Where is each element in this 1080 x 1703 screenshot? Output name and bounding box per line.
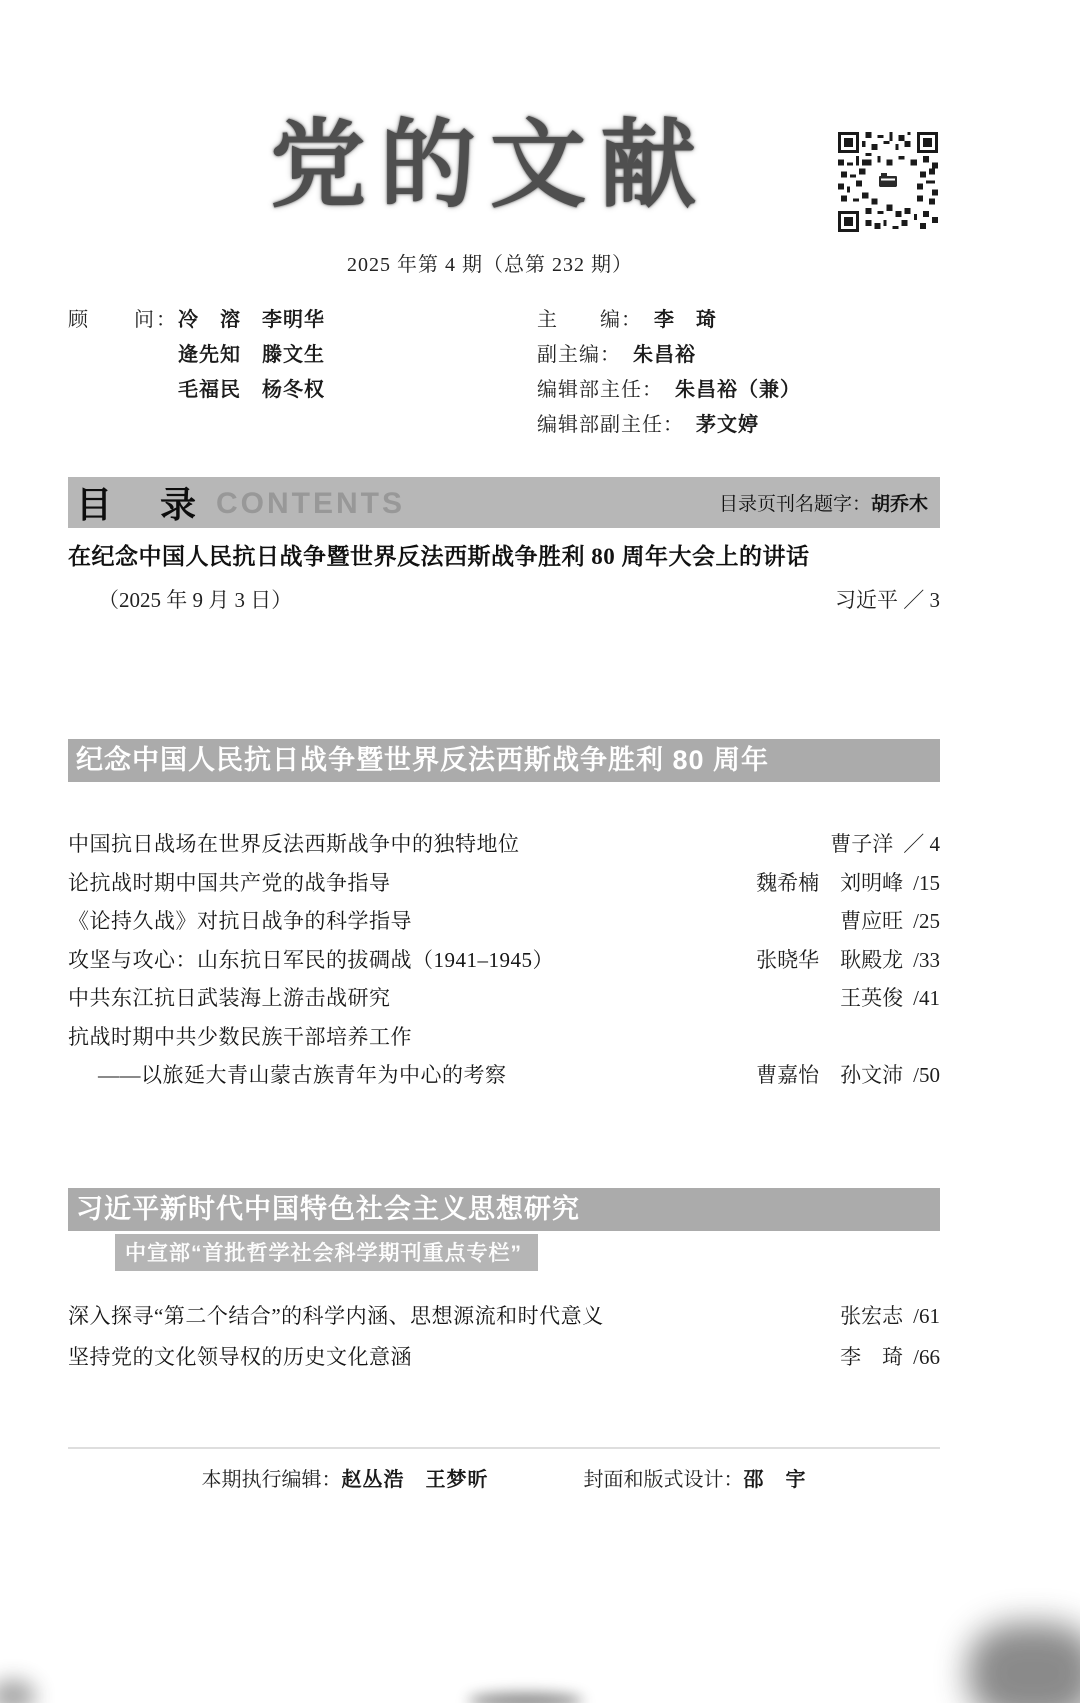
editor-row [537,300,957,335]
article-title: 论抗战时期中国共产党的战争指导 [68,870,391,895]
editor-row [537,370,957,405]
calligrapher-label: 目录页刊名题字： [718,494,871,515]
article-page: /61 [913,1304,940,1328]
article-row [68,1300,940,1341]
article-row [68,1059,940,1098]
editor-label: 编辑部主任： [537,379,663,401]
editor-row [537,405,957,440]
article-page: ／ 4 [903,832,940,856]
article-authors: 李 琦 [840,1345,904,1369]
editor-row [537,335,957,370]
contents-header-bar [68,477,940,528]
article-title: 攻坚与攻心：山东抗日军民的拔碉战（1941–1945） [68,947,554,972]
lead-article-subline [68,584,940,614]
editor-name: 朱昌裕 [633,344,696,366]
article-title: 抗战时期中共少数民族干部培养工作 [68,1024,412,1049]
advisor-names: 逄先知 滕文生 [178,344,325,366]
section2-article-list [68,1300,940,1382]
article-title: 中国抗日战场在世界反法西斯战争中的独特地位 [68,832,520,856]
qr-code-icon [838,132,938,232]
section2-subheader: 中宣部“首批哲学社会科学期刊重点专栏” [115,1234,538,1271]
advisor-names: 冷 溶 李明华 [178,309,325,331]
article-authors: 魏希楠 刘明峰 [756,870,904,895]
executive-editor-credit: 本期执行编辑：赵丛浩 王梦昕 [201,1469,489,1491]
scan-artifact [468,1693,583,1703]
editors-block [537,300,957,440]
article-row [68,867,940,906]
article-authors: 曹应旺 [840,909,904,933]
footer-divider [68,1447,940,1449]
lead-article-author-page: 习近平 ／ 3 [835,588,940,612]
issue-number-line: 2025 年第 4 期（总第 232 期） [347,254,633,276]
article-title: 坚持党的文化领导权的历史文化意涵 [68,1345,412,1369]
editor-name: 茅文婷 [696,414,759,436]
article-row [68,828,940,867]
article-title: 深入探寻“第二个结合”的科学内涵、思想源流和时代意义 [68,1304,604,1328]
cover-design-credit: 封面和版式设计：邵 宇 [583,1469,807,1491]
editor-label: 编辑部副主任： [537,414,684,436]
article-row [68,944,940,983]
section1-header-bar: 纪念中国人民抗日战争暨世界反法西斯战争胜利 80 周年 [68,739,940,782]
journal-masthead-title: 党的文献 [270,108,710,221]
article-authors: 王英俊 [840,986,904,1010]
footer-credits [68,1463,940,1492]
article-subtitle: ——以旅延大青山蒙古族青年为中心的考察 [98,1063,507,1087]
article-page: /66 [913,1345,940,1369]
article-page: /25 [913,909,940,933]
article-page: /33 [913,947,940,972]
calligrapher-name: 胡乔木 [870,494,928,515]
advisor-label: 顾 问： [68,309,178,331]
advisor-names: 毛福民 杨冬权 [178,379,325,401]
article-authors: 张晓华 耿殿龙 [756,947,904,972]
advisor-row [68,370,448,405]
lead-article [68,538,940,614]
article-page: /15 [913,870,940,895]
editor-name: 李 琦 [654,309,717,331]
article-title: 中共东江抗日武装海上游击战研究 [68,986,391,1010]
contents-title-cn: 目 录 [76,484,203,525]
article-authors: 曹子洋 [830,832,894,856]
editor-label: 主 编： [537,309,642,331]
editor-name: 朱昌裕（兼） [675,379,801,401]
lead-article-title: 在纪念中国人民抗日战争暨世界反法西斯战争胜利 80 周年大会上的讲话 [68,544,810,569]
advisor-row [68,300,448,335]
contents-title-en: CONTENTS [216,486,406,520]
scan-artifact [968,1623,1080,1703]
section2-header-bar: 习近平新时代中国特色社会主义思想研究 [68,1188,940,1231]
article-authors: 张宏志 [840,1304,904,1328]
article-row [68,905,940,944]
article-row [68,1021,940,1060]
article-authors: 曹嘉怡 孙文沛 [756,1063,904,1087]
editor-label: 副主编： [537,344,621,366]
article-title: 《论持久战》对抗日战争的科学指导 [68,909,412,933]
article-page: /41 [913,986,940,1010]
article-row [68,982,940,1021]
scan-artifact [0,1679,36,1703]
calligrapher-credit [719,489,928,516]
article-page: /50 [913,1063,940,1087]
advisor-row [68,335,448,370]
advisors-block [68,300,448,405]
lead-article-date: （2025 年 9 月 3 日） [98,588,293,612]
article-row [68,1341,940,1382]
section1-article-list [68,828,940,1098]
